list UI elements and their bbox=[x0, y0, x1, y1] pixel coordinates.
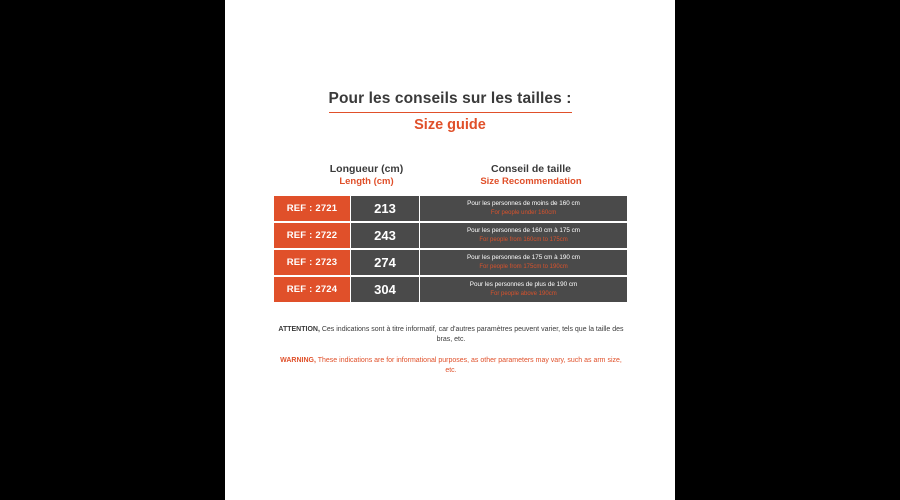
size-guide-table bbox=[274, 196, 627, 304]
cell-advice-en: For people above 190cm bbox=[490, 290, 557, 297]
cell-advice-fr: Pour les personnes de moins de 160 cm bbox=[467, 200, 580, 208]
cell-advice bbox=[420, 277, 627, 302]
warning-note-fr-text: Ces indications sont à titre informatif, car d'autres paramètres peuvent varier, tels que la taille des bras, etc. bbox=[319, 326, 624, 344]
warning-note-fr-lead: ATTENTION, bbox=[278, 326, 320, 333]
cell-advice-en: For people from 175cm to 190cm bbox=[479, 263, 568, 270]
header-advice-fr: Conseil de taille bbox=[491, 163, 571, 175]
cell-reference: REF : 2721 bbox=[274, 196, 350, 221]
warning-note-en bbox=[277, 356, 625, 376]
warning-note-en-lead: WARNING, bbox=[280, 357, 316, 365]
warning-note-fr bbox=[277, 325, 625, 345]
cell-reference: REF : 2722 bbox=[274, 223, 350, 248]
table-column-headers bbox=[247, 163, 653, 188]
cell-length: 304 bbox=[351, 277, 419, 302]
cell-reference: REF : 2724 bbox=[274, 277, 350, 302]
cell-reference: REF : 2723 bbox=[274, 250, 350, 275]
header-length-en: Length (cm) bbox=[339, 176, 394, 188]
table-row bbox=[274, 196, 627, 221]
cell-length: 243 bbox=[351, 223, 419, 248]
table-row bbox=[274, 250, 627, 275]
document-sheet bbox=[225, 0, 675, 500]
cell-length: 213 bbox=[351, 196, 419, 221]
cell-advice bbox=[420, 196, 627, 221]
cell-advice-fr: Pour les personnes de 160 cm à 175 cm bbox=[466, 227, 581, 235]
header-length-fr: Longueur (cm) bbox=[329, 163, 404, 175]
page-title-fr: Pour les conseils sur les tailles : bbox=[329, 90, 572, 113]
document-content bbox=[225, 0, 675, 500]
header-advice-en: Size Recommendation bbox=[480, 176, 582, 188]
table-row bbox=[274, 223, 627, 248]
cell-advice bbox=[420, 223, 627, 248]
cell-advice-fr: Pour les personnes de plus de 190 cm bbox=[469, 281, 578, 289]
table-row bbox=[274, 277, 627, 302]
cell-advice bbox=[420, 250, 627, 275]
header-advice bbox=[409, 163, 653, 188]
cell-advice-en: For people from 160cm to 175cm bbox=[479, 236, 568, 243]
page-title-en: Size guide bbox=[414, 116, 486, 133]
header-length bbox=[324, 163, 409, 188]
cell-advice-en: For people under 160cm bbox=[490, 209, 557, 216]
warning-note-en-text: These indications are for informational purposes, as other parameters may vary, such as arm size, etc. bbox=[315, 357, 622, 375]
cell-advice-fr: Pour les personnes de 175 cm à 190 cm bbox=[466, 254, 581, 262]
cell-length: 274 bbox=[351, 250, 419, 275]
page-title bbox=[247, 90, 653, 134]
footnotes bbox=[277, 325, 625, 377]
